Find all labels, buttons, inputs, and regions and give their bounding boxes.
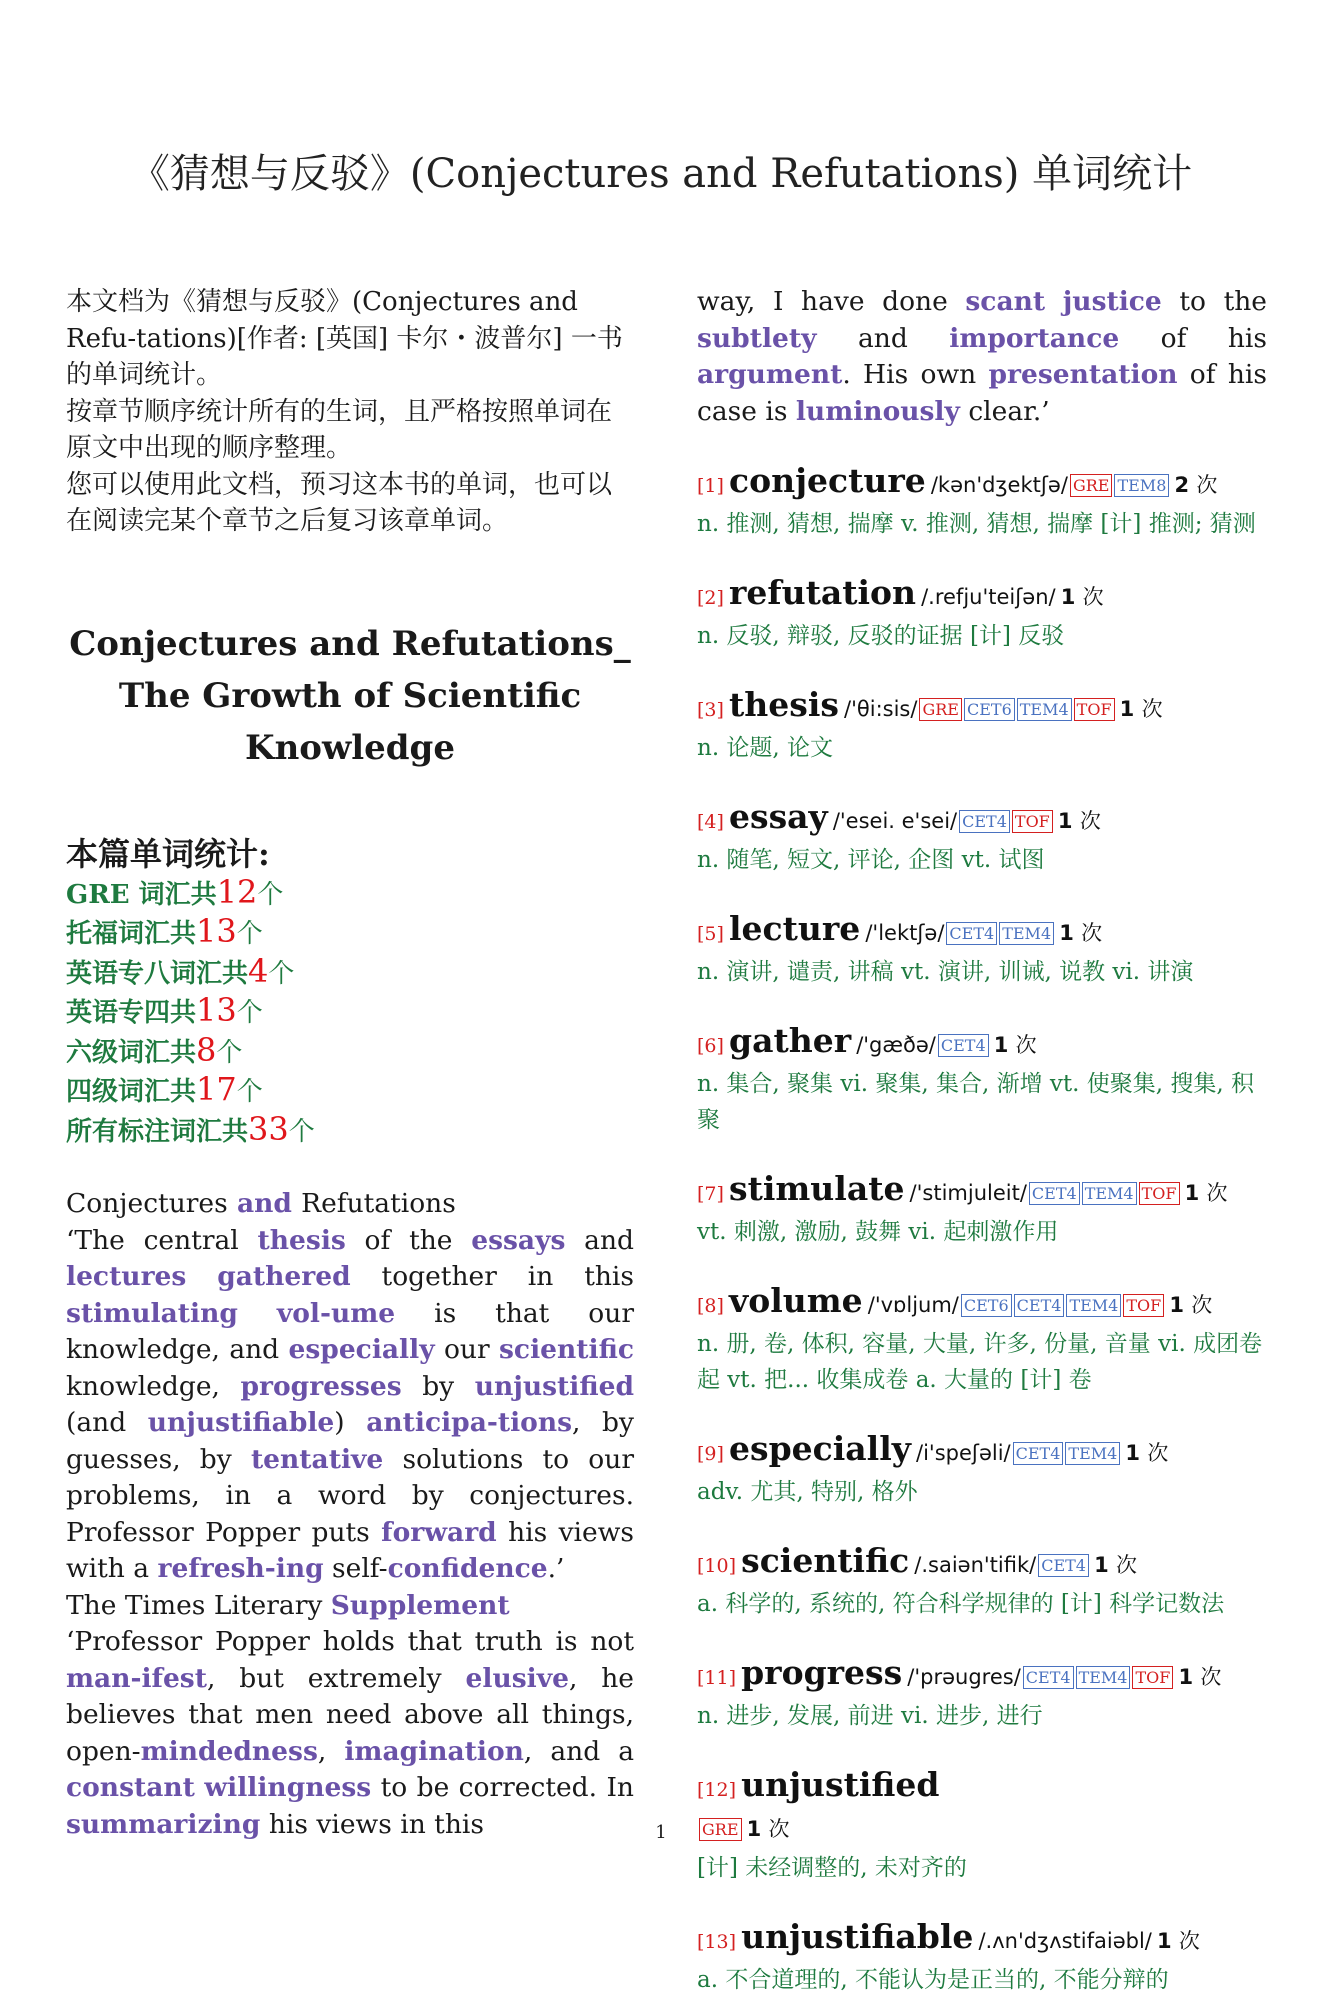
left-column (66, 284, 634, 1843)
document-title: 《猜想与反驳》(Conjectures and Refutations) 单词统计 (129, 151, 1193, 197)
exam-tag: TOF (1139, 1182, 1180, 1205)
exam-tag: TOF (1074, 698, 1115, 721)
exam-tag: TEM4 (1065, 1442, 1120, 1465)
page-number: 1 (655, 1822, 667, 1843)
entry-count-unit: 次 (1015, 1033, 1037, 1057)
stat-count: 8 (196, 1030, 217, 1069)
entry-count-unit: 次 (1200, 1665, 1222, 1689)
exam-tag: TEM4 (1017, 698, 1072, 721)
entry-definition: [计] 未经调整的, 未对齐的 (697, 1855, 967, 1881)
entry-phonetic: /'stimjuleit/ (909, 1181, 1027, 1205)
exam-tag: TEM4 (999, 922, 1054, 945)
stat-count: 4 (248, 951, 269, 990)
highlighted-word: confidence (387, 1553, 548, 1584)
stat-count: 17 (196, 1070, 237, 1108)
exam-tag: CET4 (1029, 1182, 1080, 1205)
vocab-entry (697, 1430, 1267, 1510)
vocab-entry (697, 1918, 1267, 1998)
entry-word: lecture (729, 909, 861, 948)
intro-section (66, 284, 634, 540)
entry-count-number: 1 (1125, 1441, 1141, 1465)
vocab-entry (697, 1022, 1267, 1138)
entry-head (697, 1654, 1267, 1698)
entry-word: especially (729, 1429, 911, 1468)
stat-line (66, 1111, 634, 1151)
highlighted-word: luminously (795, 395, 960, 427)
stat-label: 英语专八词汇共 (66, 958, 249, 989)
highlighted-word: Supplement (330, 1589, 510, 1621)
entry-head (697, 798, 1267, 842)
exam-tag: CET4 (1014, 1294, 1065, 1317)
exam-tag: CET4 (959, 810, 1010, 833)
highlighted-word: elusive (465, 1662, 569, 1694)
entry-count-unit: 次 (1178, 1929, 1200, 1953)
entry-count-unit: 次 (1079, 809, 1101, 833)
vocab-entry (697, 1170, 1267, 1250)
entry-word: stimulate (729, 1169, 905, 1208)
stat-count: 33 (248, 1109, 289, 1148)
stat-unit: 个 (268, 958, 295, 989)
entry-count-number: 1 (1119, 697, 1135, 721)
stat-count: 12 (216, 872, 258, 911)
exam-tag: GRE (699, 1818, 742, 1841)
stat-label: 托福词汇共 (66, 919, 197, 949)
highlighted-word: tentative (250, 1443, 384, 1475)
stats-list (66, 874, 634, 1151)
vocab-entry (697, 1282, 1267, 1398)
highlighted-word: stimulating (66, 1297, 238, 1329)
stat-unit: 个 (236, 998, 263, 1028)
entry-count-number: 2 (1174, 473, 1190, 497)
entry-index: [7] (697, 1183, 724, 1205)
intro-paragraph: 本文档为《猜想与反驳》(Conjectures and Refu-tations)[作者: [英国] 卡尔・波普尔] 一书的单词统计。 (66, 287, 623, 390)
highlighted-word: justice (1062, 286, 1162, 317)
highlighted-word: constant (66, 1772, 195, 1803)
entry-index: [13] (697, 1931, 737, 1953)
entry-phonetic: /.refju'teiʃən/ (921, 585, 1056, 609)
exam-tag: GRE (1070, 474, 1113, 497)
entry-phonetic: /i'speʃəli/ (916, 1441, 1011, 1465)
entry-definition: vt. 刺激, 激励, 鼓舞 vi. 起刺激作用 (697, 1219, 1059, 1245)
vocabulary-list (697, 462, 1267, 1998)
entry-index: [5] (697, 923, 724, 945)
entry-count (1094, 1553, 1137, 1577)
highlighted-word: progresses (240, 1370, 402, 1402)
entry-phonetic: /.saiən'tifik/ (914, 1553, 1037, 1577)
exam-tag: TEM4 (1076, 1666, 1131, 1689)
entry-word: refutation (729, 573, 916, 612)
entry-count-unit: 次 (1196, 473, 1218, 497)
entry-head (697, 1918, 1267, 1962)
entry-count-number: 1 (1169, 1293, 1184, 1317)
book-heading: Conjectures and Refutations_ The Growth of Scientific Knowledge (69, 623, 631, 768)
entry-phonetic: /kən'dʒektʃə/ (930, 473, 1068, 497)
passage (66, 1186, 634, 1843)
highlighted-word: mindedness (140, 1735, 318, 1767)
vocab-entry (697, 1542, 1267, 1622)
vocab-entry (697, 1654, 1267, 1734)
stat-label: 四级词汇共 (66, 1077, 197, 1107)
entry-head (697, 1170, 1267, 1214)
highlighted-word: unjustifiable (147, 1407, 335, 1438)
entry-definition: n. 推测, 猜想, 揣摩 v. 推测, 猜想, 揣摩 [计] 推测; 猜测 (697, 511, 1256, 537)
entry-index: [10] (697, 1555, 737, 1577)
entry-count (1059, 921, 1102, 945)
entry-word: thesis (729, 685, 839, 724)
vocab-entry (697, 462, 1267, 542)
entry-head (697, 686, 1267, 730)
vocab-entry (697, 798, 1267, 878)
entry-count (1125, 1441, 1168, 1465)
highlighted-word: refresh-ing (157, 1553, 324, 1584)
entry-phonetic: /'θi:sis/ (844, 697, 918, 721)
entry-word: essay (729, 797, 828, 836)
exam-tag: CET4 (1013, 1442, 1064, 1465)
stat-unit: 个 (288, 1116, 315, 1147)
highlighted-word: gathered (217, 1261, 351, 1292)
stat-line (66, 953, 634, 993)
exam-tag: TOF (1012, 810, 1053, 833)
exam-tag: CET4 (1023, 1666, 1074, 1689)
passage-continuation: way, I have done scant justice to the subtlety and importance of his argument. His own presentation of his case is luminously clear.’ (697, 286, 1267, 427)
entry-head (697, 574, 1267, 618)
entry-count (1061, 585, 1104, 609)
highlighted-word: importance (949, 322, 1120, 354)
passage-quote: ‘The central thesis of the essays and lectures gathered together in this stimulating vol-ume is that our knowledge, and especially our scientific knowledge, progresses by unjustified (and unjustifiable) anticipa-tions, by guesses, by tentative solutions to our problems, in a word by conjectures. Professor Popper puts forward his views with a refresh-ing self-confidence.’ (66, 1224, 634, 1584)
highlighted-word: especially (288, 1334, 435, 1365)
passage-source-title: The Times Literary Supplement (66, 1589, 510, 1621)
exam-tag: CET6 (961, 1294, 1012, 1317)
highlighted-word: subtlety (697, 322, 817, 354)
exam-tag: TEM8 (1114, 474, 1169, 497)
stat-label: 所有标注词汇共 (66, 1116, 249, 1147)
entry-count-unit: 次 (1116, 1553, 1138, 1577)
highlighted-word: thesis (257, 1224, 346, 1256)
entry-count (1178, 1665, 1221, 1689)
vocab-entry (697, 686, 1267, 766)
entry-index: [1] (697, 475, 724, 497)
exam-tag: TEM4 (1066, 1294, 1121, 1317)
entry-index: [4] (697, 811, 724, 833)
entry-count-unit: 次 (768, 1817, 790, 1841)
entry-word: unjustified (741, 1765, 940, 1804)
stat-count: 13 (196, 991, 237, 1029)
intro-paragraph: 按章节顺序统计所有的生词，且严格按照单词在原文中出现的顺序整理。 (66, 396, 613, 463)
entry-word: unjustifiable (741, 1917, 974, 1956)
entry-index: [6] (697, 1035, 724, 1057)
entry-count (1157, 1929, 1200, 1953)
highlighted-word: vol-ume (276, 1297, 396, 1329)
exam-tag: CET4 (938, 1034, 989, 1057)
entry-count-number: 1 (1178, 1665, 1194, 1689)
entry-count-number: 1 (1156, 1929, 1172, 1953)
entry-count (1058, 809, 1101, 833)
entry-definition: a. 科学的, 系统的, 符合科学规律的 [计] 科学记数法 (697, 1591, 1225, 1617)
entry-count-number: 1 (1184, 1181, 1200, 1205)
exam-tag: GRE (919, 698, 962, 721)
exam-tag: CET4 (1038, 1554, 1089, 1577)
entry-word: scientific (741, 1541, 910, 1580)
stat-line (66, 992, 634, 1032)
entry-head (697, 1542, 1267, 1586)
entry-count-unit: 次 (1147, 1441, 1169, 1465)
entry-count-number: 1 (1059, 921, 1074, 945)
entry-head (697, 910, 1267, 954)
stat-line (66, 1071, 634, 1111)
stat-line (66, 913, 634, 953)
entry-count-number: 1 (1057, 809, 1073, 833)
stat-line (66, 874, 634, 914)
entry-index: [3] (697, 699, 724, 721)
entry-count (1120, 697, 1163, 721)
intro-paragraph: 您可以使用此文档，预习这本书的单词，也可以在阅读完某个章节之后复习该章单词。 (66, 469, 613, 536)
stat-line (66, 1032, 634, 1072)
entry-count (1169, 1293, 1212, 1317)
stat-label: 六级词汇共 (66, 1037, 197, 1068)
entry-word: gather (729, 1021, 852, 1060)
entry-word: conjecture (729, 461, 926, 500)
entry-index: [2] (697, 587, 724, 609)
stat-unit: 个 (216, 1037, 243, 1068)
entry-count-unit: 次 (1081, 921, 1103, 945)
highlighted-word: argument (697, 359, 843, 390)
entry-phonetic: /'lektʃə/ (865, 921, 945, 945)
highlighted-word: presentation (988, 359, 1178, 390)
entry-count-number: 1 (1060, 585, 1076, 609)
entry-count (994, 1033, 1037, 1057)
entry-definition: n. 进步, 发展, 前进 vi. 进步, 进行 (697, 1703, 1043, 1729)
entry-definition: n. 集合, 聚集 vi. 聚集, 集合, 渐增 vt. 使聚集, 搜集, 积聚 (697, 1071, 1254, 1133)
entry-definition: n. 随笔, 短文, 评论, 企图 vt. 试图 (697, 847, 1045, 873)
entry-index: [12] (697, 1779, 737, 1801)
entry-phonetic: /'esei. e'sei/ (832, 809, 958, 833)
exam-tag: CET4 (946, 922, 997, 945)
entry-definition: adv. 尤其, 特别, 格外 (697, 1479, 918, 1505)
vocab-entry (697, 910, 1267, 990)
highlighted-word: essays (471, 1224, 566, 1256)
highlighted-word: scant (965, 286, 1046, 317)
entry-count-unit: 次 (1082, 585, 1104, 609)
entry-count-unit: 次 (1206, 1181, 1228, 1205)
entry-definition: a. 不合道理的, 不能认为是正当的, 不能分辩的 (697, 1967, 1169, 1993)
exam-tag: CET6 (964, 698, 1015, 721)
stat-unit: 个 (236, 1077, 263, 1107)
entry-definition: n. 反驳, 辩驳, 反驳的证据 [计] 反驳 (697, 623, 1065, 649)
exam-tag: TOF (1123, 1294, 1164, 1317)
highlighted-word: man-ifest (66, 1662, 207, 1694)
entry-index: [11] (697, 1667, 737, 1689)
exam-tag: TOF (1132, 1666, 1173, 1689)
highlighted-word: imagination (344, 1735, 524, 1767)
stat-count: 13 (196, 912, 237, 950)
entry-phonetic: /'gæðə/ (856, 1033, 936, 1057)
highlighted-word: and (227, 1188, 302, 1219)
entry-count (1174, 473, 1217, 497)
entry-index: [8] (697, 1295, 724, 1317)
highlighted-word: lectures (66, 1261, 187, 1292)
entry-head (697, 1766, 1267, 1810)
passage-quote: ‘Professor Popper holds that truth is not man-ifest, but extremely elusive, he believes that men need above all things, open-mindedness, imagination, and a constant willingness to be corrected. In summarizing his views in this (66, 1626, 634, 1840)
entry-phonetic: /.ʌn'dʒʌstifaiəbl/ (978, 1929, 1152, 1953)
exam-tag: TEM4 (1082, 1182, 1137, 1205)
entry-index: [9] (697, 1443, 724, 1465)
right-column (697, 284, 1267, 1998)
entry-head (697, 462, 1267, 506)
entry-count (1185, 1181, 1228, 1205)
entry-count-unit: 次 (1141, 697, 1163, 721)
stat-unit: 个 (257, 879, 284, 910)
vocab-entry (697, 574, 1267, 654)
highlighted-word: willingness (204, 1772, 372, 1803)
entry-count-number: 1 (1094, 1553, 1109, 1577)
entry-phonetic: /'vɒljum/ (867, 1293, 959, 1317)
entry-count-unit: 次 (1191, 1293, 1213, 1317)
entry-word: progress (741, 1653, 903, 1692)
stat-unit: 个 (236, 919, 263, 949)
entry-definition: n. 册, 卷, 体积, 容量, 大量, 许多, 份量, 音量 vi. 成团卷起 vt. 把... 收集成卷 a. 大量的 [计] 卷 (697, 1331, 1263, 1393)
entry-count-number: 1 (746, 1817, 762, 1841)
entry-head (697, 1282, 1267, 1326)
entry-phonetic: /'prəugres/ (907, 1665, 1021, 1689)
entry-head (697, 1430, 1267, 1474)
entry-head (697, 1022, 1267, 1066)
entry-word: volume (729, 1281, 863, 1320)
highlighted-word: summarizing (66, 1808, 261, 1840)
highlighted-word: unjustified (474, 1370, 634, 1402)
highlighted-word: forward (381, 1516, 497, 1548)
stats-heading: 本篇单词统计: (66, 834, 270, 873)
entry-definition: n. 论题, 论文 (697, 735, 834, 761)
stat-label: 英语专四共 (66, 998, 197, 1028)
entry-count-number: 1 (993, 1033, 1009, 1057)
highlighted-word: scientific (499, 1334, 634, 1365)
highlighted-word: anticipa-tions (366, 1407, 573, 1438)
stat-label: GRE 词汇共 (66, 879, 217, 910)
entry-definition: n. 演讲, 谴责, 讲稿 vt. 演讲, 训诫, 说教 vi. 讲演 (697, 959, 1194, 985)
passage-source-title: Conjectures and Refutations (66, 1188, 456, 1219)
